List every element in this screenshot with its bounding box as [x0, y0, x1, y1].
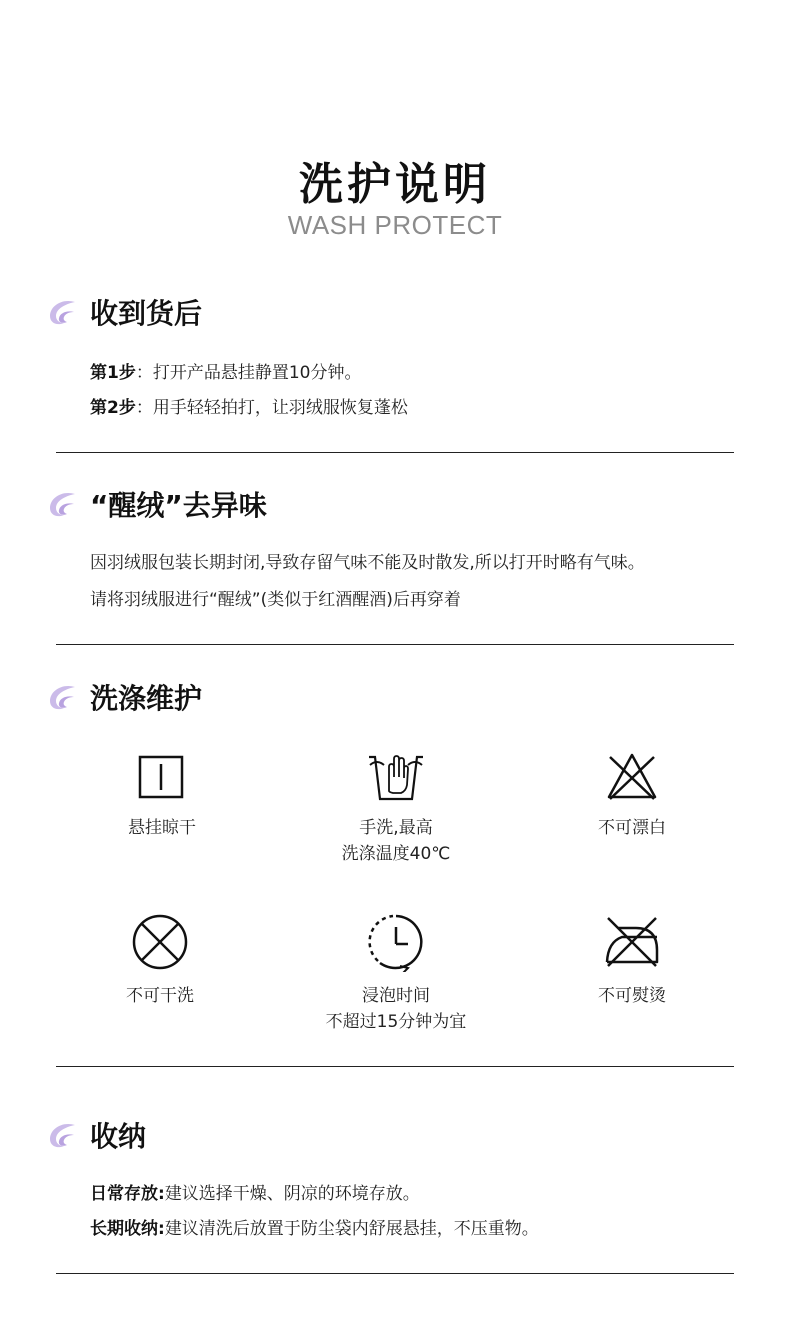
storage-label: 日常存放 — [90, 1184, 158, 1204]
step-label: 第2步 — [90, 398, 136, 418]
paragraph-line: 请将羽绒服进行“醒绒”(类似于红酒醒酒)后再穿着 — [90, 590, 461, 610]
hang-dry-icon — [130, 747, 190, 807]
paragraph-line: 因羽绒服包装长期封闭,导致存留气味不能及时散发,所以打开时略有气味。 — [90, 553, 645, 573]
no-iron-icon — [602, 912, 662, 972]
section-header-odor — [46, 484, 267, 524]
storage-text: 建议选择干燥、阴凉的环境存放。 — [164, 1184, 420, 1204]
section-header-storage — [46, 1115, 146, 1155]
section-title: 收纳 — [90, 1120, 147, 1153]
section-title: 收到货后 — [90, 297, 203, 330]
page-title: 洗护说明 — [299, 159, 491, 210]
storage-text: 建议清洗后放置于防尘袋内舒展悬挂，不压重物。 — [164, 1219, 539, 1239]
divider — [56, 452, 734, 453]
storage-line: 日常存放:建议选择干燥、阴凉的环境存放。 — [90, 1184, 420, 1204]
section-header-care — [46, 677, 202, 717]
soak-time-icon — [366, 912, 426, 972]
leaf-icon — [46, 1119, 78, 1151]
no-dry-clean-icon — [130, 912, 190, 972]
section-title: “醒绒”去异味 — [90, 489, 267, 522]
divider — [56, 1066, 734, 1067]
care-label: 不可熨烫 — [598, 986, 666, 1006]
step-text: 打开产品悬挂静置10分钟。 — [152, 363, 362, 383]
step-line: 第2步：用手轻轻拍打，让羽绒服恢复蓬松 — [90, 398, 408, 418]
care-label: 浸泡时间 不超过15分钟为宜 — [325, 986, 467, 1032]
care-label: 手洗,最高 洗涤温度40℃ — [341, 818, 451, 864]
divider — [56, 1273, 734, 1274]
no-bleach-icon — [602, 747, 662, 807]
step-label: 第1步 — [90, 363, 136, 383]
step-line: 第1步：打开产品悬挂静置10分钟。 — [90, 363, 362, 383]
divider — [56, 644, 734, 645]
section-header-receive — [46, 292, 202, 332]
leaf-icon — [46, 488, 78, 520]
storage-line: 长期收纳:建议清洗后放置于防尘袋内舒展悬挂，不压重物。 — [90, 1219, 539, 1239]
page-subtitle: WASH PROTECT — [287, 210, 503, 240]
leaf-icon — [46, 681, 78, 713]
care-label: 不可漂白 — [598, 818, 666, 838]
care-label: 悬挂晾干 — [128, 818, 196, 838]
leaf-icon — [46, 296, 78, 328]
care-label: 不可干洗 — [126, 986, 194, 1006]
step-text: 用手轻轻拍打，让羽绒服恢复蓬松 — [152, 398, 408, 418]
hand-wash-icon — [366, 747, 426, 807]
section-title: 洗涤维护 — [90, 682, 203, 715]
storage-label: 长期收纳 — [90, 1219, 158, 1239]
